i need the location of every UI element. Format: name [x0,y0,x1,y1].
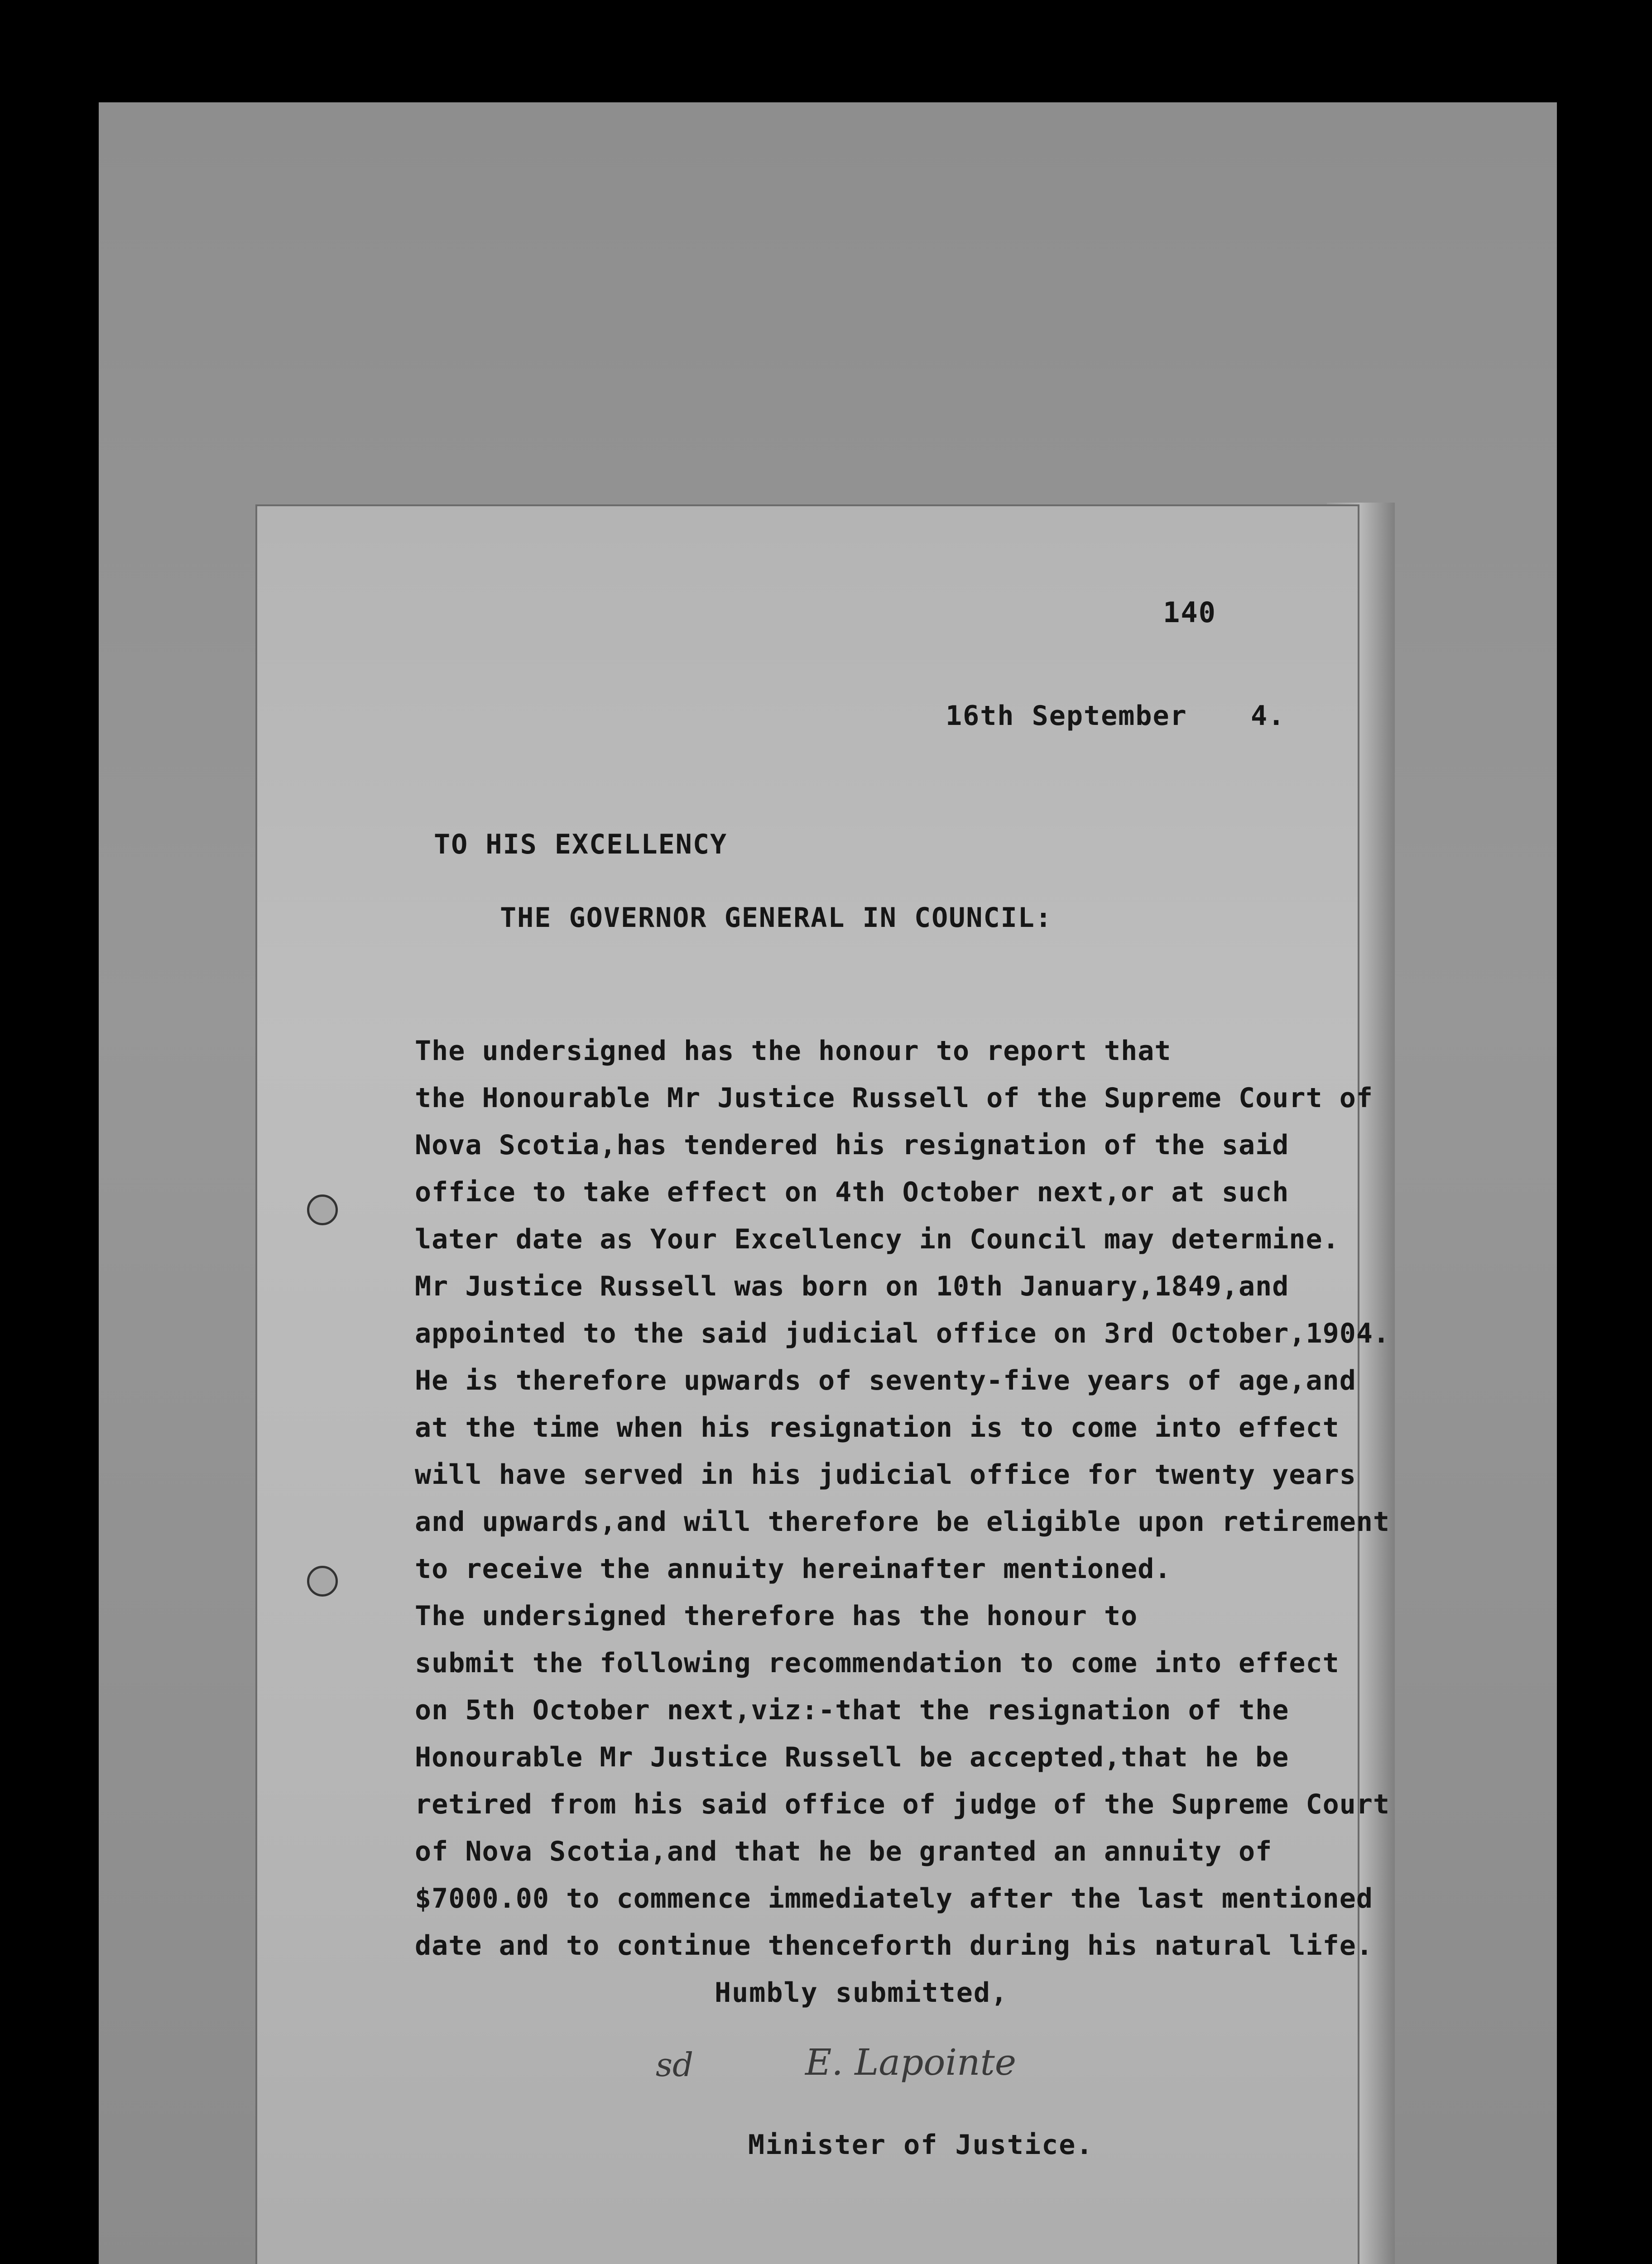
body-line: and upwards,and will therefore be eligible upon retirement [415,1506,1390,1538]
punch-hole [307,1566,338,1597]
body-line: The undersigned therefore has the honour to [415,1600,1138,1632]
document-date: 16th September [946,700,1187,732]
body-line: $7000.00 to commence immediately after the last mentioned [415,1883,1373,1914]
document-date-year: 4. [1251,700,1286,732]
body-line: He is therefore upwards of seventy-five years of age,and [415,1365,1356,1396]
body-line: office to take effect on 4th October next,or at such [415,1176,1289,1208]
salutation-line-1: TO HIS EXCELLENCY [434,829,728,860]
body-line: Honourable Mr Justice Russell be accepted,that he be [415,1741,1289,1773]
body-line: will have served in his judicial office for twenty years [415,1459,1356,1491]
body-line: later date as Your Excellency in Council may determine. [415,1223,1340,1255]
body-line: the Honourable Mr Justice Russell of the Supreme Court of [415,1082,1373,1114]
document-page [257,506,1390,2264]
body-line: date and to continue thenceforth during his natural life. [415,1930,1373,1962]
closing: Humbly submitted, [715,1977,1008,2009]
punch-hole [307,1194,338,1225]
body-line: The undersigned has the honour to report that [415,1035,1172,1067]
body-line: on 5th October next,viz:-that the resignation of the [415,1694,1289,1726]
body-line: of Nova Scotia,and that he be granted an annuity of [415,1836,1273,1867]
signature: E. Lapointe [805,2041,1017,2083]
signatory-title: Minister of Justice. [748,2129,1094,2161]
body-line: Mr Justice Russell was born on 10th January,1849,and [415,1271,1289,1302]
body-line: to receive the annuity hereinafter mentioned. [415,1553,1172,1585]
body-line: submit the following recommendation to come into effect [415,1647,1340,1679]
body-line: appointed to the said judicial office on 3rd October,1904. [415,1318,1390,1349]
body-line: retired from his said office of judge of the Supreme Court [415,1789,1390,1820]
body-line: at the time when his resignation is to come into effect [415,1412,1340,1444]
body-line: Nova Scotia,has tendered his resignation of the said [415,1129,1289,1161]
page-number: 140 [1163,596,1216,629]
salutation-line-2: THE GOVERNOR GENERAL IN COUNCIL: [500,902,1052,934]
signature-prefix: sd [656,2046,694,2084]
